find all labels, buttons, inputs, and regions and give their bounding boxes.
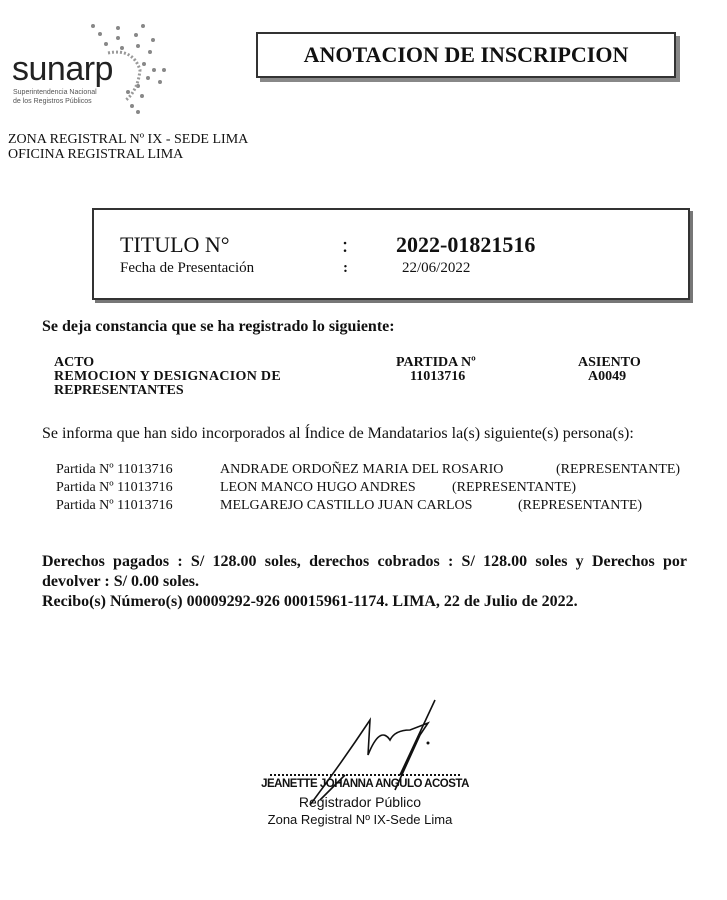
informa-text: Se informa que han sido incorporados al Índice de Mandatarios la(s) siguiente(s) persona(s): (42, 425, 634, 442)
persona-partida: Partida Nº 11013716 (56, 462, 173, 477)
colon: : (343, 260, 348, 276)
titulo-label: TITULO N° (120, 232, 230, 257)
document-title: ANOTACION DE INSCRIPCION (256, 32, 676, 78)
partida-header: PARTIDA Nº (396, 355, 476, 370)
firmante-cargo: Registrador Público (298, 794, 422, 810)
zona-registral (8, 132, 248, 162)
logo-subtitle (13, 88, 97, 106)
derechos-text (42, 552, 687, 612)
titulo-box (92, 208, 690, 300)
logo-subtitle-line1: Superintendencia Nacional (13, 89, 97, 96)
asiento-header: ASIENTO (578, 355, 641, 370)
persona-nombre: LEON MANCO HUGO ANDRES (220, 480, 416, 495)
persona-nombre: MELGAREJO CASTILLO JUAN CARLOS (220, 498, 473, 513)
acto-header: ACTO (54, 355, 95, 370)
colon: : (342, 232, 349, 257)
persona-rol: (REPRESENTANTE) (452, 480, 577, 495)
asiento-value: A0049 (588, 369, 627, 384)
persona-row (56, 462, 696, 480)
firmante-nombre: JEANETTE JOHANNA ANGULO ACOSTA (261, 778, 469, 790)
acto-value-line1: REMOCION Y DESIGNACION DE (54, 369, 281, 384)
recibos-line: Recibo(s) Número(s) 00009292-926 00015961-1174. LIMA, 22 de Julio de 2022. (42, 593, 578, 610)
sunarp-logo: sunarp (12, 50, 113, 88)
zona-line: ZONA REGISTRAL Nº IX - SEDE LIMA (8, 132, 249, 147)
partida-value: 11013716 (410, 369, 466, 384)
constancia-text: Se deja constancia que se ha registrado lo siguiente: (42, 318, 395, 335)
persona-partida: Partida Nº 11013716 (56, 498, 173, 513)
persona-partida: Partida Nº 11013716 (56, 480, 173, 495)
fecha-label: Fecha de Presentación (120, 260, 255, 276)
persona-rol: (REPRESENTANTE) (556, 462, 681, 477)
persona-rol: (REPRESENTANTE) (518, 498, 643, 513)
signature-line (270, 774, 460, 776)
persona-row (56, 480, 696, 498)
firmante-zona: Zona Registral Nº IX-Sede Lima (267, 812, 453, 827)
fecha-value: 22/06/2022 (402, 260, 471, 276)
persona-row (56, 498, 696, 516)
derechos-line: Derechos pagados : S/ 128.00 soles, derechos cobrados : S/ 128.00 soles y Derechos por devolver : S/ 0.00 soles. (42, 553, 687, 590)
oficina-line: OFICINA REGISTRAL LIMA (8, 147, 184, 162)
persona-nombre: ANDRADE ORDOÑEZ MARIA DEL ROSARIO (220, 462, 504, 477)
titulo-value: 2022-01821516 (396, 232, 536, 257)
logo-subtitle-line2: de los Registros Públicos (13, 98, 92, 105)
acto-value-line2: REPRESENTANTES (54, 383, 184, 398)
personas-list (56, 462, 696, 516)
